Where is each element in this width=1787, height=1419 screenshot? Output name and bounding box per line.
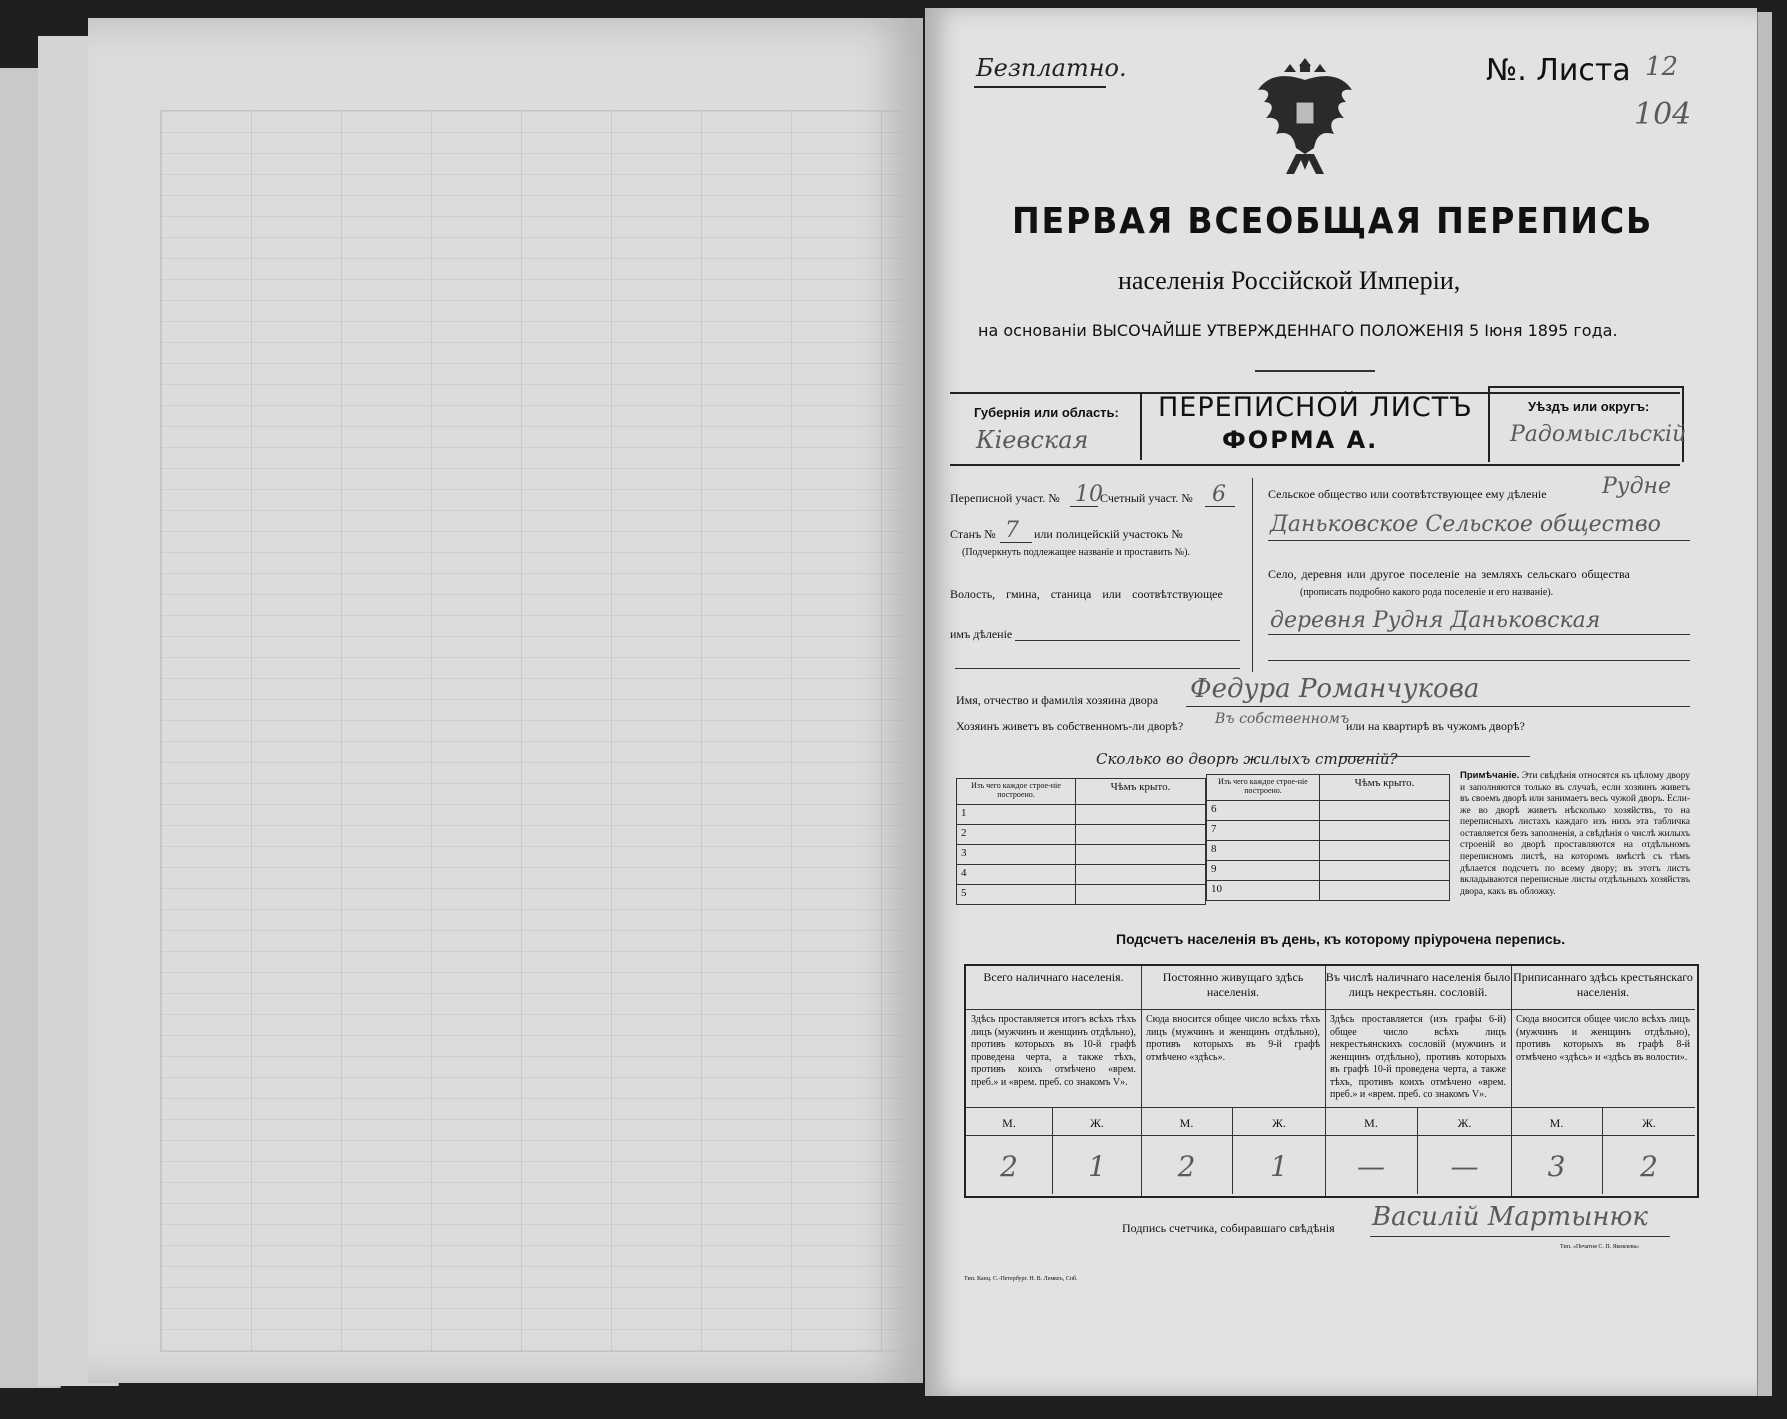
census-subtitle: населенія Россійской Имперіи, [1118, 266, 1461, 295]
field-underline [1268, 660, 1690, 661]
male-count: 2 [966, 1136, 1053, 1194]
uezd-label: Уѣздъ или округъ: [1528, 399, 1650, 414]
owner-name-label: Имя, отчество и фамилія хозяина двора [956, 693, 1159, 707]
free-label-underline [974, 86, 1106, 88]
col-header: Изъ чего каждое строе-ніе построено. [957, 779, 1076, 805]
column-divider [1252, 478, 1253, 672]
male-label: М. [966, 1108, 1053, 1136]
underline-note: (Подчеркнуть подлежащее названіе и проставить №). [962, 547, 1190, 558]
field-underline [1015, 640, 1240, 641]
field-underline [955, 668, 1240, 669]
population-column [1325, 966, 1512, 1196]
female-label: Ж. [1233, 1108, 1325, 1136]
village-label: Село, деревня или другое поселеніе на земляхъ сельскаго общества [1268, 567, 1630, 581]
female-count: 1 [1270, 1150, 1288, 1183]
row-number: 6 [1207, 801, 1320, 821]
field-underline [1186, 706, 1690, 707]
female-count: 1 [1088, 1150, 1106, 1183]
left-page-faint-grid [160, 110, 902, 1352]
row-number: 4 [957, 865, 1076, 885]
signature-label: Подпись счетчика, собиравшаго свѣдѣнія [1122, 1221, 1335, 1235]
double-headed-eagle-emblem [1250, 50, 1360, 186]
perepis-uch-value: 10 [1075, 482, 1103, 507]
book-page-edge [1757, 12, 1772, 1396]
row-number: 7 [1207, 821, 1320, 841]
census-basis-text: на основаніи ВЫСОЧАЙШЕ УТВЕРЖДЕННАГО ПОЛОЖЕНІЯ 5 Іюня 1895 года. [978, 321, 1618, 340]
field-underline [1268, 634, 1690, 635]
sheet-number-label: №. Листа [1486, 53, 1631, 88]
guberniya-label: Губернія или область: [974, 405, 1119, 420]
population-table [964, 964, 1699, 1198]
row-number: 9 [1207, 861, 1320, 881]
stan-value: 7 [1005, 518, 1019, 543]
col-header: Изъ чего каждое строе-ніе построено. [1207, 775, 1320, 801]
owner-name-value: Федура Романчукова [1190, 674, 1480, 704]
row-number: 1 [957, 805, 1076, 825]
population-heading: Подсчетъ населенія въ день, къ которому пріурочена перепись. [1116, 931, 1566, 947]
female-label: Ж. [1418, 1108, 1511, 1136]
owner-lives-value: Въ собственномъ [1215, 711, 1350, 727]
sheet-number-handwritten: 12 [1645, 52, 1679, 82]
row-number: 8 [1207, 841, 1320, 861]
field-underline [1268, 540, 1690, 541]
column-description: Здѣсь проставляется (изъ графы 6-й) общее число всѣхъ лицъ некрестьянскихъ сословій (мужчинъ и женщинъ отдѣльно), противъ которыхъ въ графѣ 10-й проведена черта, а также тѣхъ, противъ коихъ отмѣчено «врем. преб.» и «врем. преб. со знакомъ V». [1325, 1010, 1511, 1108]
male-count: 3 [1511, 1136, 1603, 1194]
column-title: Приписаннаго здѣсь крестьянскаго населенія. [1511, 966, 1695, 1010]
col-header: Чѣмъ крыто. [1320, 775, 1450, 801]
note-text: Эти свѣдѣнія относятся къ цѣлому двору и заполняются только въ случаѣ, если хозяинъ живетъ въ своемъ дворѣ или занимаетъ весь чужой дворъ. Если-же во дворѣ живетъ нѣсколько хозяйствъ, то на переписныхъ листахъ каждаго изъ нихъ эта табличка оставляется безъ заполненія, а свѣдѣнія о числѣ жилыхъ строеній во дворѣ проставляются на отдѣльномъ переписномъ листѣ, на которомъ вмѣстѣ съ тѣмъ дѣлается подсчетъ по всему двору; въ этотъ листъ вкладываются переписные листы отдѣльныхъ хозяйствъ двора, какъ въ обложку. [1460, 771, 1690, 897]
row-number: 3 [957, 845, 1076, 865]
printer-mark-left: Тип. Канц. С.-Петербург. Н. В. Лемкеъ, Спб. [964, 1276, 1078, 1282]
field-underline [1340, 756, 1530, 757]
volost-label-2: имъ дѣленіе [950, 627, 1013, 641]
column-description: Здѣсь проставляется итогъ всѣхъ тѣхъ лицъ (мужчинъ и женщинъ отдѣльно), противъ которыхъ въ 10-й графѣ проведена черта, а также тѣхъ, противъ коихъ отмѣчено «врем. преб.» и «врем. преб. со знакомъ V». [966, 1010, 1141, 1108]
guberniya-value: Кіевская [976, 426, 1089, 454]
buildings-table-left [956, 778, 1206, 905]
row-number: 2 [957, 825, 1076, 845]
form-name: ФОРМА А. [1222, 426, 1379, 454]
society-label: Сельское общество или соотвѣтствующее ему дѣленіе [1268, 487, 1547, 501]
owner-lives-label: Хозяинъ живетъ въ собственномъ-ли дворѣ? [956, 719, 1184, 733]
male-label: М. [1325, 1108, 1418, 1136]
society-value-2: Даньковское Сельское общество [1270, 512, 1661, 537]
stan-label: Станъ № [950, 527, 996, 541]
ornament-divider [1255, 370, 1375, 372]
female-label: Ж. [1053, 1108, 1141, 1136]
sheet-title: ПЕРЕПИСНОЙ ЛИСТЪ [1158, 392, 1473, 423]
buildings-table-right [1206, 774, 1450, 901]
owner-lives-label-2: или на квартирѣ въ чужомъ дворѣ? [1346, 719, 1525, 733]
column-title: Въ числѣ наличнаго населенія было лицъ некрестьян. сословій. [1325, 966, 1511, 1010]
column-description: Сюда вносится общее число всѣхъ лицъ (мужчинъ и женщинъ отдѣльно), противъ которыхъ въ графѣ 8-й отмѣчено «здѣсь» и «здѣсь въ волости». [1511, 1010, 1695, 1108]
uezd-value: Радомысльскій [1510, 422, 1687, 447]
male-label: М. [1511, 1108, 1603, 1136]
field-underline [1000, 542, 1032, 543]
police-label: или полицейскій участокъ № [1034, 527, 1183, 541]
note-block [1460, 770, 1690, 898]
schet-uch-label: Счетный участ. № [1100, 491, 1193, 505]
row-number: 5 [957, 885, 1076, 905]
free-label: Безплатно. [976, 54, 1127, 82]
schet-uch-value: 6 [1212, 482, 1226, 507]
column-description: Сюда вносится общее число всѣхъ тѣхъ лицъ (мужчинъ и женщинъ отдѣльно), противъ которыхъ въ 9-й графѣ отмѣчено «здѣсь». [1141, 1010, 1325, 1108]
row-number: 10 [1207, 881, 1320, 901]
male-count: — [1325, 1136, 1418, 1194]
field-underline [1370, 1236, 1670, 1237]
column-title: Постоянно живущаго здѣсь населенія. [1141, 966, 1325, 1010]
col-header: Чѣмъ крыто. [1076, 779, 1206, 805]
population-column [1511, 966, 1695, 1196]
signature-value: Василій Мартынюк [1372, 1202, 1648, 1232]
population-column [1141, 966, 1326, 1196]
field-underline [1070, 506, 1098, 507]
perepis-uch-label: Переписной участ. № [950, 491, 1060, 505]
volost-label: Волость, гмина, станица или соотвѣтствующее [950, 587, 1223, 601]
society-value-1: Рудне [1602, 474, 1672, 499]
village-note: (прописать подробно какого рода поселеніе и его названіе). [1300, 587, 1554, 598]
buildings-question: Сколько во дворѣ жилыхъ строеній? [1096, 750, 1398, 768]
female-count: — [1450, 1150, 1479, 1183]
male-count: 2 [1141, 1136, 1233, 1194]
female-label: Ж. [1603, 1108, 1695, 1136]
field-underline [1205, 506, 1235, 507]
sheet-number-handwritten-2: 104 [1634, 97, 1692, 132]
census-main-title: ПЕРВАЯ ВСЕОБЩАЯ ПЕРЕПИСЬ [1012, 201, 1654, 242]
male-label: М. [1141, 1108, 1233, 1136]
village-value: деревня Рудня Даньковская [1270, 608, 1601, 633]
female-count: 2 [1640, 1150, 1658, 1183]
note-label: Примѣчаніе. [1460, 770, 1520, 781]
column-title: Всего наличнаго населенія. [966, 966, 1141, 1010]
printer-mark-right: Тип. «Печатня С. П. Яковлева» [1560, 1244, 1640, 1250]
population-column [966, 966, 1142, 1196]
